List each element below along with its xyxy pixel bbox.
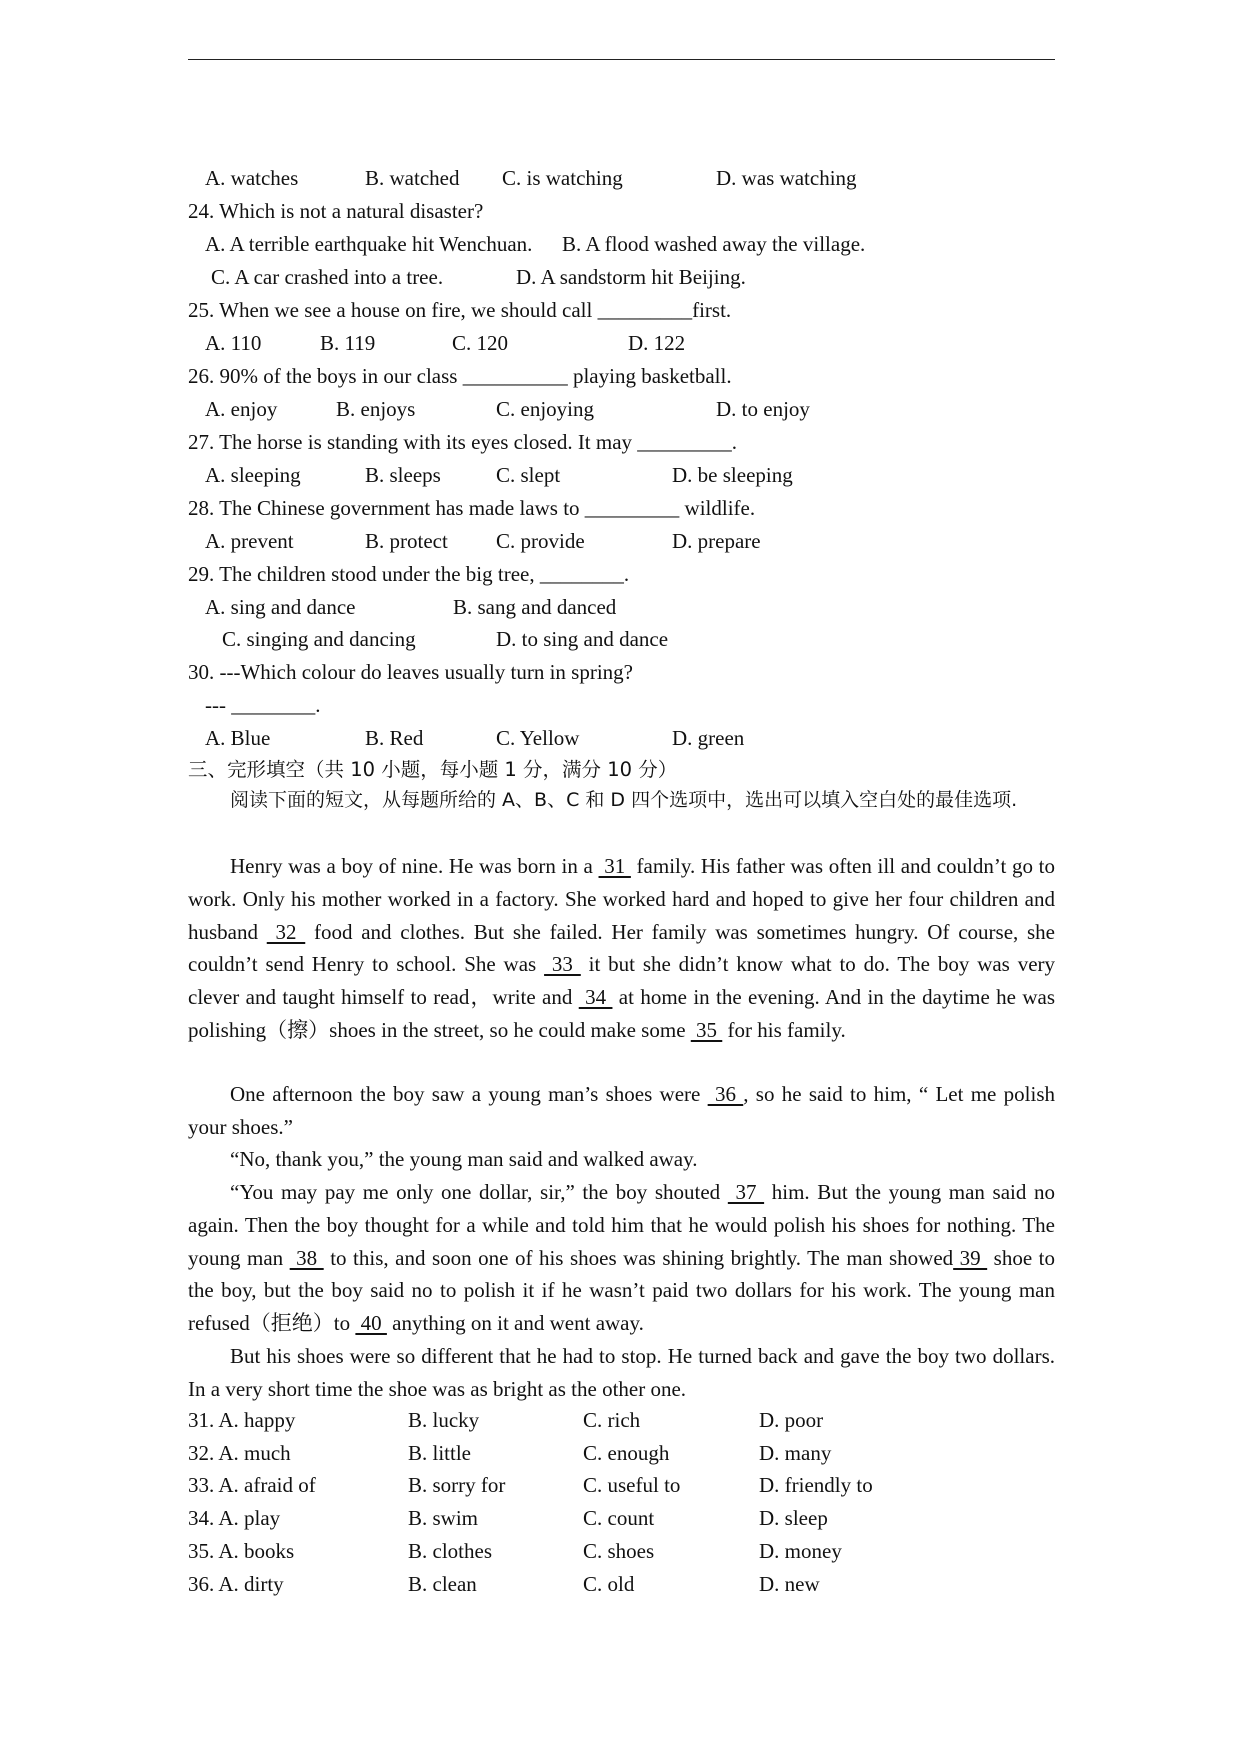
option: C. is watching <box>502 166 623 190</box>
text: But his shoes were so different that he had to stop. He turned back and gave the boy two dollars. In a very short time the shoe was as bright as the other one. <box>188 1344 1055 1401</box>
option: C. enjoying <box>496 397 594 421</box>
option: C. singing and dancing <box>222 627 416 651</box>
passage-paragraph-4 <box>188 1176 1055 1340</box>
answer-cell: B. clean <box>408 1572 477 1596</box>
question-stem: 27. The horse is standing with its eyes closed. It may _________. <box>188 430 738 454</box>
answer-cell: C. useful to <box>583 1473 681 1497</box>
option: A. prevent <box>205 529 294 553</box>
blank-39: 39 <box>953 1245 988 1270</box>
answer-cell: D. friendly to <box>759 1473 873 1497</box>
option: A. enjoy <box>205 397 278 421</box>
answer-cell: C. shoes <box>583 1539 655 1563</box>
text: “You may pay me only one dollar, sir,” the boy shouted <box>230 1180 728 1204</box>
instruction-text: 阅读下面的短文，从每题所给的 A、B、C 和 D 四个选项中，选出可以填入空白处的最佳选项. <box>230 789 1018 811</box>
blank-33: 33 <box>544 952 581 977</box>
answer-cell: B. swim <box>408 1506 479 1530</box>
answer-cell: D. poor <box>759 1408 824 1432</box>
text: , so he said to him, “ Let me polish your shoes.” <box>188 1082 1056 1139</box>
option: D. 122 <box>628 331 686 355</box>
passage-paragraph-2 <box>188 1078 1055 1144</box>
question-stem: 25. When we see a house on fire, we should call _________first. <box>188 298 732 322</box>
question-stem: 28. The Chinese government has made laws to _________ wildlife. <box>188 496 756 520</box>
option: D. green <box>672 726 745 750</box>
option: A. A terrible earthquake hit Wenchuan. <box>205 232 533 256</box>
answer-cell: 34. A. play <box>188 1506 281 1530</box>
option: D. A sandstorm hit Beijing. <box>516 265 746 289</box>
option: B. sleeps <box>365 463 441 487</box>
option: D. be sleeping <box>672 463 793 487</box>
answer-cell: B. little <box>408 1441 471 1465</box>
answer-cell: D. new <box>759 1572 820 1596</box>
text: for his family. <box>722 1017 846 1042</box>
option: B. sang and danced <box>453 595 617 619</box>
answer-cell: D. money <box>759 1539 842 1563</box>
option: C. slept <box>496 463 561 487</box>
answer-cell: C. count <box>583 1506 655 1530</box>
option: C. provide <box>496 529 585 553</box>
text: him. But the young man said no again. Then the boy thought for a while and told him that he would polish his shoes for nothing. The young man <box>188 1180 1055 1270</box>
blank-38: 38 <box>289 1245 324 1270</box>
text: “No, thank you,” the young man said and walked away. <box>230 1147 698 1171</box>
answer-cell: C. enough <box>583 1441 670 1465</box>
header-rule <box>188 59 1055 60</box>
option: A. 110 <box>205 331 262 355</box>
option: B. protect <box>365 529 448 553</box>
option: A. sleeping <box>205 463 301 487</box>
answer-cell: 31. A. happy <box>188 1408 296 1432</box>
question-stem: 24. Which is not a natural disaster? <box>188 199 484 223</box>
question-stem: 30. ---Which colour do leaves usually turn in spring? <box>188 660 633 684</box>
section-instruction <box>188 784 1055 817</box>
answer-cell: B. clothes <box>408 1539 492 1563</box>
text: food and clothes. But she failed. Her family was sometimes hungry. Of course, she couldn’t send Henry to school. She was <box>188 919 1056 977</box>
answer-cell: B. lucky <box>408 1408 480 1432</box>
option: C. A car crashed into a tree. <box>211 265 444 289</box>
blank-37: 37 <box>727 1180 765 1204</box>
option: A. sing and dance <box>205 595 356 619</box>
text: Henry was a boy of nine. He was born in a <box>230 854 599 878</box>
blank-32: 32 <box>266 919 306 944</box>
answer-cell: 32. A. much <box>188 1441 291 1465</box>
blank-35: 35 <box>690 1017 723 1042</box>
question-stem: 26. 90% of the boys in our class __________ playing basketball. <box>188 364 732 388</box>
blank-40: 40 <box>355 1311 387 1336</box>
option: B. Red <box>365 726 424 750</box>
option: C. 120 <box>452 331 509 355</box>
answer-cell: 35. A. books <box>188 1539 295 1563</box>
answer-cell: B. sorry for <box>408 1473 506 1497</box>
option: D. was watching <box>716 166 857 190</box>
passage-paragraph-1 <box>188 850 1055 1047</box>
passage-paragraph-5 <box>188 1340 1055 1406</box>
text: One afternoon the boy saw a young man’s shoes were <box>230 1082 708 1106</box>
answer-cell: D. sleep <box>759 1506 828 1530</box>
option: B. 119 <box>320 331 376 355</box>
option: D. to sing and dance <box>496 627 669 651</box>
question-reply: --- ________. <box>205 693 321 717</box>
passage-paragraph-3 <box>188 1143 1055 1176</box>
option: C. Yellow <box>496 726 580 750</box>
text: family. His father was often ill and couldn’t go to work. Only his mother worked in a factory. She worked hard and hoped to give her four children and husband <box>188 854 1055 944</box>
answer-cell: C. rich <box>583 1408 641 1432</box>
section-heading: 三、完形填空（共 10 小题，每小题 1 分，满分 10 分） <box>188 758 678 781</box>
option: B. watched <box>365 166 460 190</box>
option: D. to enjoy <box>716 397 810 421</box>
text: at home in the evening. And in the daytime he was polishing（擦）shoes in the street, so he could make some <box>188 985 1056 1042</box>
option: A. Blue <box>205 726 271 750</box>
blank-36: 36 <box>707 1082 744 1106</box>
answer-cell: 36. A. dirty <box>188 1572 284 1596</box>
answer-cell: 33. A. afraid of <box>188 1473 316 1497</box>
blank-34: 34 <box>578 985 613 1010</box>
text: shoe to the boy, but the boy said no to polish it if he wasn’t paid two dollars for his work. The young man refused（拒绝）to <box>188 1245 1056 1336</box>
answer-cell: D. many <box>759 1441 832 1465</box>
option: B. enjoys <box>336 397 416 421</box>
text: to this, and soon one of his shoes was shining brightly. The man showed <box>323 1245 954 1270</box>
question-stem: 29. The children stood under the big tree, ________. <box>188 562 630 586</box>
option: B. A flood washed away the village. <box>562 232 866 256</box>
answer-cell: C. old <box>583 1572 635 1596</box>
text: it but she didn’t know what to do. The boy was very clever and taught himself to read，write and <box>188 952 1056 1010</box>
blank-31: 31 <box>598 854 631 878</box>
option: A. watches <box>205 166 299 190</box>
text: anything on it and went away. <box>386 1311 644 1336</box>
option: D. prepare <box>672 529 761 553</box>
